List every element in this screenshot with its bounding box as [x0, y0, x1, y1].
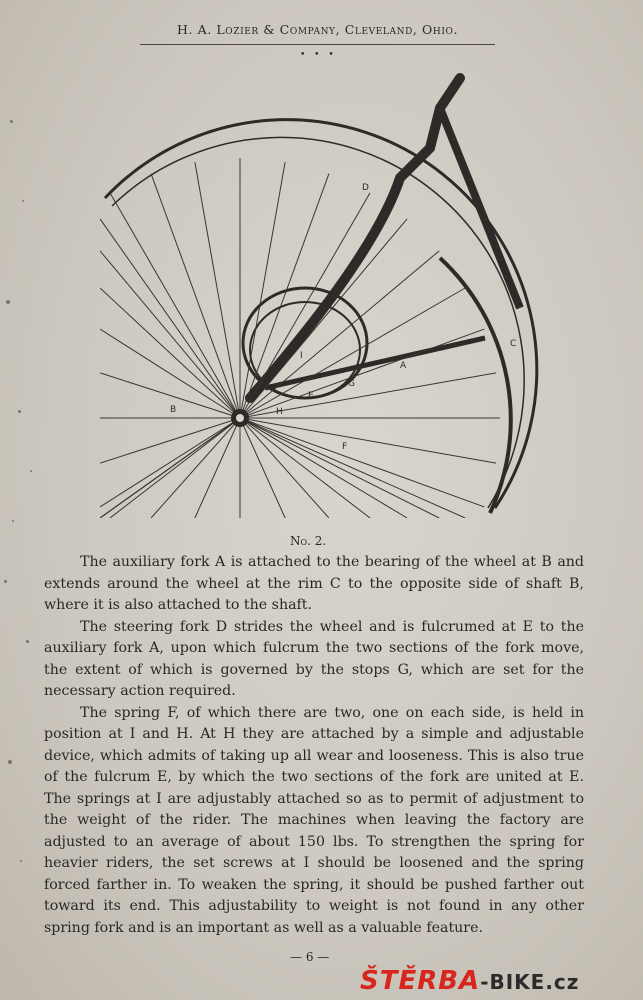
spoke: [100, 288, 240, 418]
spoke: [240, 251, 439, 418]
spoke: [240, 219, 407, 418]
watermark-logo: [360, 966, 579, 996]
spoke: [100, 251, 240, 418]
spoke: [110, 418, 240, 518]
foxing-speck: [4, 580, 7, 583]
page-number: — 6 —: [290, 950, 330, 964]
label-h: H: [276, 407, 283, 417]
header-ornament: • • •: [300, 50, 337, 60]
spoke: [195, 418, 240, 518]
label-e: E: [308, 391, 314, 401]
spring-fork-illustration: [100, 68, 540, 518]
label-i: I: [300, 351, 303, 361]
spoke: [100, 418, 240, 507]
label-d: D: [362, 183, 369, 193]
figure-caption: No. 2.: [290, 534, 327, 548]
label-g: G: [348, 379, 355, 389]
foxing-speck: [18, 410, 21, 413]
foxing-speck: [6, 300, 10, 304]
label-b: B: [170, 405, 177, 415]
foxing-speck: [22, 200, 24, 202]
spoke: [100, 418, 240, 463]
paragraph: The steering fork D strides the wheel and is fulcrumed at E to the auxiliary fork A, upon which fulcrum the two sections of the fork move, the extent of which is governed by the stops G, which are set for the necessary action required.: [44, 618, 584, 699]
coil-spring-inner: [250, 302, 360, 398]
watermark-suffix: -BIKE.cz: [480, 970, 580, 994]
body-text: [44, 552, 584, 939]
hub-axle: [236, 414, 244, 422]
spoke: [100, 418, 240, 518]
spoke: [240, 418, 370, 518]
spoke: [240, 418, 465, 518]
foxing-speck: [8, 760, 12, 764]
foxing-speck: [10, 120, 13, 123]
foxing-speck: [26, 640, 29, 643]
spoke: [240, 418, 285, 518]
foxing-speck: [12, 520, 14, 522]
spoke: [240, 418, 484, 507]
spoke: [151, 174, 240, 418]
paragraph: The spring F, of which there are two, one on each side, is held in position at I and H. At H they are attached by a simple and adjustable device, which admits of taking up all wear and looseness. This is also true of the fulcrum E, by which the two sections of the fork are united at E. The springs at I are adjustably attached so as to permit of adjustment to the weight of the rider. The machines when leaving the factory are adjusted to an average of about 150 lbs. To strengthen the spring for heavier riders, the set screws at I should be loosened and the spring forced farther in. To weaken the spring, it should be pushed farther out toward its end. This adjustability to weight is not found in any other spring fork and is an important as well as a valuable feature.: [44, 704, 584, 936]
label-c: C: [510, 339, 517, 349]
label-a: A: [400, 361, 407, 371]
watermark-brand: ŠTĚRBA: [360, 966, 481, 996]
spoke: [240, 418, 439, 518]
page-header: H. A. Lozier & Company, Cleveland, Ohio.: [176, 22, 459, 37]
header-rule: [140, 44, 495, 45]
spoke: [100, 219, 240, 418]
foxing-speck: [20, 860, 22, 862]
spoke: [240, 418, 329, 518]
label-f: F: [342, 442, 348, 452]
foxing-speck: [30, 470, 32, 472]
paragraph: The auxiliary fork A is attached to the bearing of the wheel at B and extends around the wheel at the rim C to the opposite side of shaft B, where it is also attached to the shaft.: [44, 554, 584, 613]
spoke: [151, 418, 240, 518]
